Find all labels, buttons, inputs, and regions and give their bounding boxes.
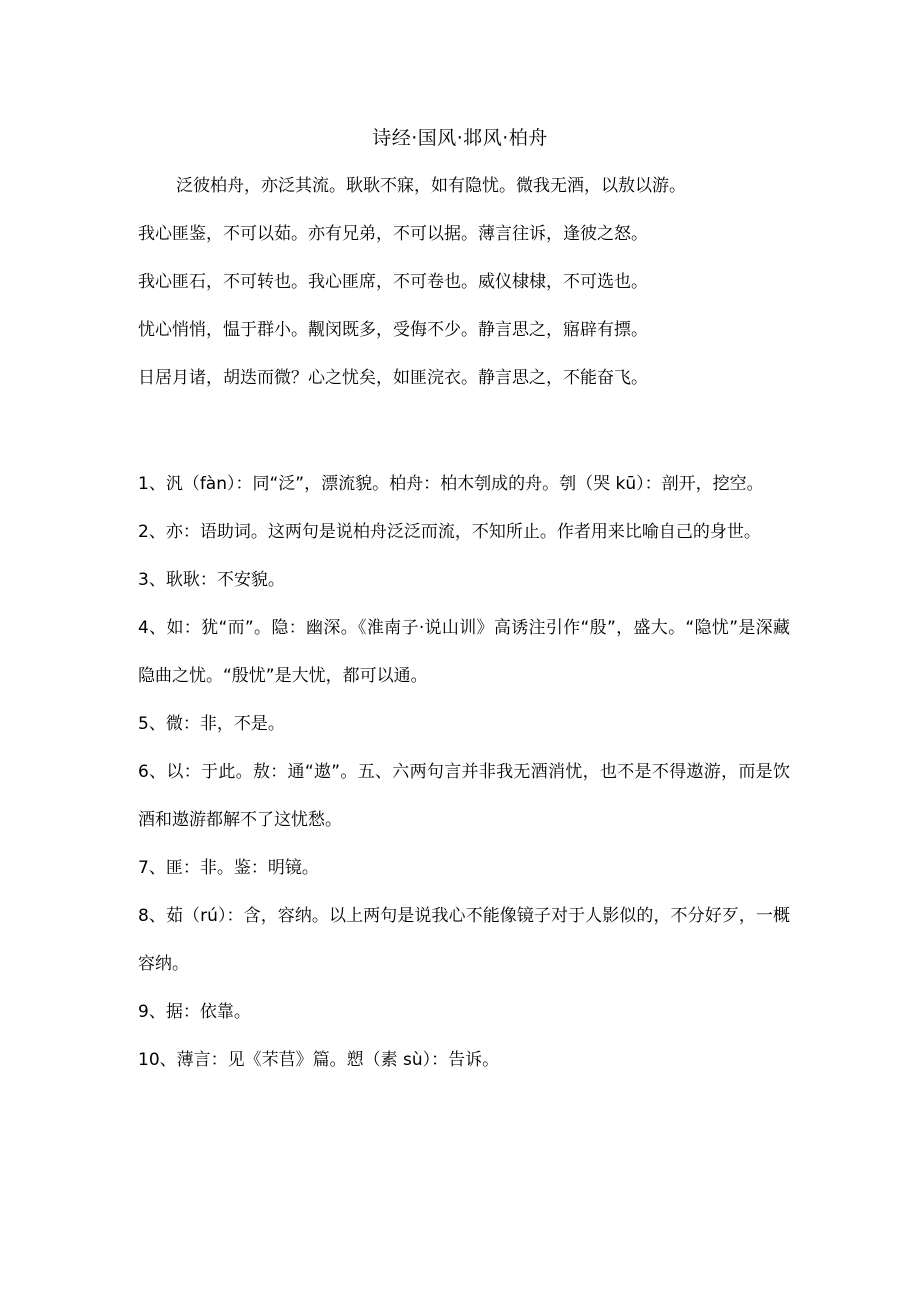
annotation-item: 5、微：非，不是。 <box>138 714 285 734</box>
poem-line: 泛彼柏舟，亦泛其流。耿耿不寐，如有隐忧。微我无酒，以敖以游。 <box>176 176 686 196</box>
poem-body <box>138 172 798 412</box>
annotation-item: 9、据：依靠。 <box>138 1002 251 1022</box>
poem-line: 日居月诸，胡迭而微？心之忧矣，如匪浣衣。静言思之，不能奋飞。 <box>138 368 648 388</box>
annotation-item: 8、茹（rú）：含，容纳。以上两句是说我心不能像镜子对于人影似的，不分好歹，一概容纳。 <box>138 906 790 974</box>
annotation-list <box>138 460 790 1084</box>
poem-line: 忧心悄悄，愠于群小。觏闵既多，受侮不少。静言思之，寤辟有摽。 <box>138 320 648 340</box>
document-title: 诗经·国风·邶风·柏舟 <box>372 127 548 149</box>
annotation-item: 4、如：犹“而”。隐：幽深。《淮南子·说山训》高诱注引作“殷”，盛大。“隐忧”是深藏隐曲之忧。“殷忧”是大忧，都可以通。 <box>138 618 790 686</box>
annotation-item: 1、汎（fàn）：同“泛”，漂流貌。柏舟：柏木刳成的舟。刳（哭 kū）：剖开，挖空。 <box>138 474 764 494</box>
poem-line: 我心匪鉴，不可以茹。亦有兄弟，不可以据。薄言往诉，逢彼之怒。 <box>138 224 648 244</box>
annotation-item: 7、匪：非。鉴：明镜。 <box>138 858 319 878</box>
annotation-item: 6、以：于此。敖：通“遨”。五、六两句言并非我无酒消忧，也不是不得遨游，而是饮酒和遨游都解不了这忧愁。 <box>138 762 790 830</box>
annotation-item: 2、亦：语助词。这两句是说柏舟泛泛而流，不知所止。作者用来比喻自己的身世。 <box>138 522 761 542</box>
annotation-item: 3、耿耿：不安貌。 <box>138 570 285 590</box>
poem-line: 我心匪石，不可转也。我心匪席，不可卷也。威仪棣棣，不可选也。 <box>138 272 648 292</box>
annotation-item: 10、薄言：见《芣苢》篇。愬（素 sù）：告诉。 <box>138 1050 500 1070</box>
